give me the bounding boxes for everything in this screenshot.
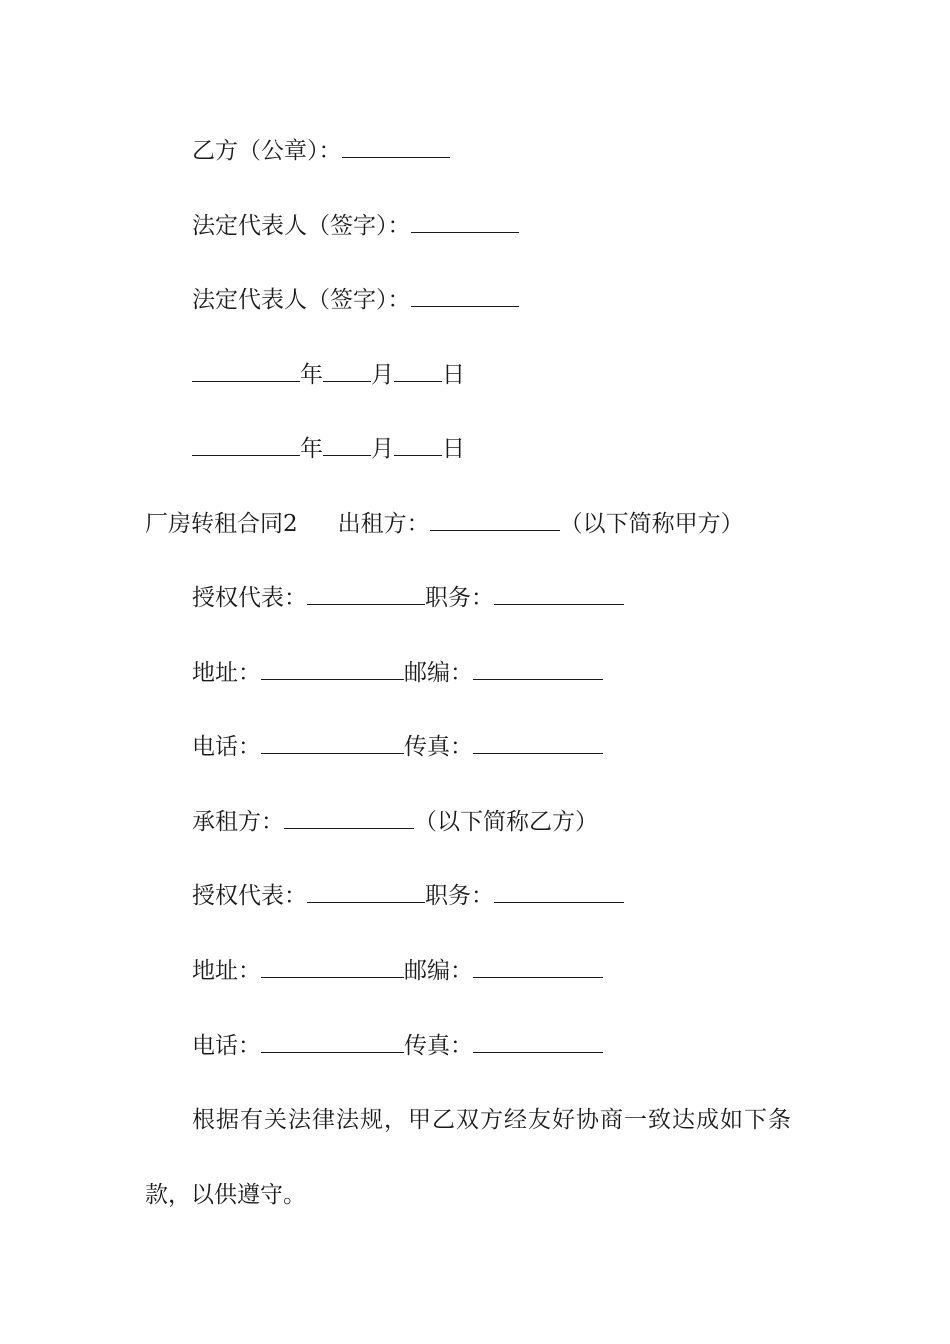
lessee-blank[interactable]: [284, 802, 414, 829]
month-blank-1[interactable]: [323, 355, 371, 382]
lessor-rep-label: 授权代表：: [192, 585, 307, 611]
lessee-postcode-blank[interactable]: [473, 951, 603, 978]
legal-rep-label-2: 法定代表人（签字）：: [192, 287, 411, 313]
month-label-2: 月: [371, 436, 394, 462]
lessee-position-blank[interactable]: [494, 876, 624, 903]
lessor-suffix: （以下简称甲方）: [559, 511, 744, 537]
lessee-position-label: 职务：: [425, 883, 494, 909]
legal-rep-line-2: [192, 280, 519, 320]
lessee-address-blank[interactable]: [261, 951, 404, 978]
lessee-postcode-label: 邮编：: [404, 958, 473, 984]
lessee-address-line: [192, 951, 603, 991]
contract2-title: 厂房转租合同2: [145, 511, 298, 537]
party-b-seal-label: 乙方（公章）：: [192, 138, 342, 164]
lessee-line: [192, 802, 598, 842]
legal-rep-label-1: 法定代表人（签字）：: [192, 213, 411, 239]
party-b-seal-line: [192, 131, 450, 171]
lessee-rep-label: 授权代表：: [192, 883, 307, 909]
lessor-position-label: 职务：: [425, 585, 494, 611]
year-blank-2[interactable]: [192, 429, 300, 456]
lessor-address-blank[interactable]: [261, 653, 404, 680]
lessor-fax-label: 传真：: [404, 734, 473, 760]
year-label-2: 年: [300, 436, 323, 462]
day-label-2: 日: [442, 436, 465, 462]
lessor-phone-label: 电话：: [192, 734, 261, 760]
lessee-fax-blank[interactable]: [473, 1026, 603, 1053]
preamble-line-1: 根据有关法律法规，甲乙双方经友好协商一致达成如下条: [192, 1107, 792, 1133]
party-b-seal-blank[interactable]: [342, 131, 450, 158]
lessor-phone-blank[interactable]: [261, 727, 404, 754]
lessee-rep-line: [192, 876, 624, 916]
preamble-line-2: 款，以供遵守。: [145, 1182, 306, 1208]
lessor-address-label: 地址：: [192, 660, 261, 686]
lessee-phone-line: [192, 1026, 603, 1066]
lessor-rep-blank[interactable]: [307, 578, 425, 605]
lessee-address-label: 地址：: [192, 958, 261, 984]
lessee-phone-label: 电话：: [192, 1033, 261, 1059]
lessor-postcode-blank[interactable]: [473, 653, 603, 680]
lessor-fax-blank[interactable]: [473, 727, 603, 754]
lessee-label: 承租方：: [192, 809, 284, 835]
lessor-position-blank[interactable]: [494, 578, 624, 605]
lessee-fax-label: 传真：: [404, 1033, 473, 1059]
contract2-title-line: [145, 504, 744, 544]
date-line-1: [192, 355, 465, 395]
legal-rep-blank-1[interactable]: [411, 206, 519, 233]
lessor-address-line: [192, 653, 603, 693]
day-blank-2[interactable]: [394, 429, 442, 456]
day-blank-1[interactable]: [394, 355, 442, 382]
lessor-blank[interactable]: [430, 504, 560, 531]
lessor-rep-line: [192, 578, 624, 618]
day-label-1: 日: [442, 362, 465, 388]
lessor-phone-line: [192, 727, 603, 767]
lessee-suffix: （以下简称乙方）: [414, 809, 598, 835]
lessor-label: 出租方：: [337, 511, 430, 537]
lessor-postcode-label: 邮编：: [404, 660, 473, 686]
lessee-phone-blank[interactable]: [261, 1026, 404, 1053]
month-label-1: 月: [371, 362, 394, 388]
year-label-1: 年: [300, 362, 323, 388]
lessee-rep-blank[interactable]: [307, 876, 425, 903]
year-blank-1[interactable]: [192, 355, 300, 382]
legal-rep-blank-2[interactable]: [411, 280, 519, 307]
date-line-2: [192, 429, 465, 469]
month-blank-2[interactable]: [323, 429, 371, 456]
legal-rep-line-1: [192, 206, 519, 246]
